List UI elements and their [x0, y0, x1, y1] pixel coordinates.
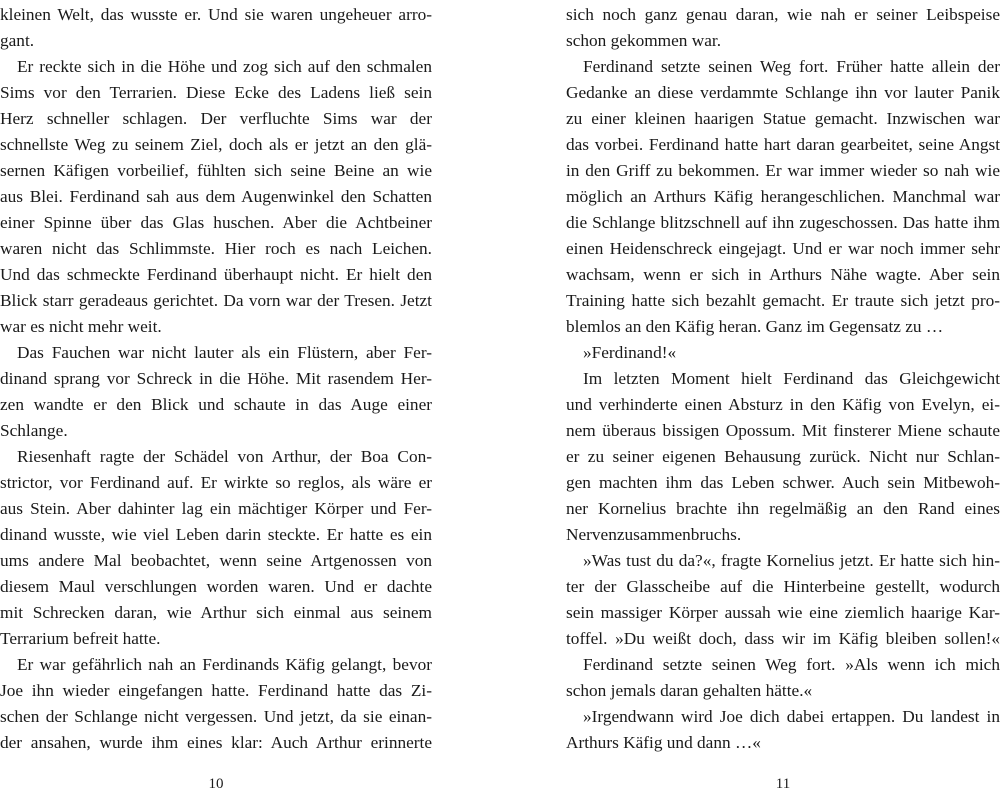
left-page [0, 0, 432, 800]
text-line: Herz schneller schlagen. Der verfluchte Sims war der [0, 109, 432, 128]
text-line: Sims vor den Terrarien. Diese Ecke des Ladens ließ sein [0, 83, 432, 102]
text-line: toffel. »Du weißt doch, dass wir im Käfig bleiben sollen!« [566, 629, 1000, 648]
text-line: Riesenhaft ragte der Schädel von Arthur, der Boa Con- [17, 447, 432, 466]
text-line: blemlos an den Käfig heran. Ganz im Gegensatz zu … [566, 317, 944, 336]
text-line: waren nicht das Schlimmste. Hier roch es nach Leichen. [0, 239, 432, 258]
text-line: sein massiger Körper aussah wie eine ziemlich haarige Kar- [566, 603, 1000, 622]
text-line: wachsam, wenn er sich in Arthurs Nähe wagte. Aber sein [566, 265, 1000, 284]
text-line: Er war gefährlich nah an Ferdinands Käfig gelangt, bevor [17, 655, 432, 674]
text-line: und verhinderte einen Absturz in den Käfig von Evelyn, ei- [566, 395, 1000, 414]
text-line: Blick starr geradeaus gerichtet. Da vorn war der Tresen. Jetzt [0, 291, 432, 310]
text-line: sich noch ganz genau daran, wie nah er seiner Leibspeise [566, 5, 1000, 24]
text-line: schon jemals daran gehalten hätte.« [566, 681, 813, 700]
text-line: strictor, vor Ferdinand auf. Er wirkte so reglos, als wäre er [0, 473, 432, 492]
text-line: zen wandte er den Blick und schaute in das Auge einer [0, 395, 432, 414]
text-line: Terrarium befreit hatte. [0, 629, 161, 648]
text-line: Und das schmeckte Ferdinand überhaupt nicht. Er hielt den [0, 265, 432, 284]
text-line: ter der Glasscheibe auf die Hinterbeine gestellt, wodurch [566, 577, 1000, 596]
text-line: dinand sprang vor Schreck in die Höhe. Mit rasendem Her- [0, 369, 432, 388]
text-line: er zu seiner eigenen Behausung zurück. Nicht nur Schlan- [566, 447, 1000, 466]
text-line: ner Kornelius brachte ihn regelmäßig an den Rand eines [566, 499, 1000, 518]
text-line: die Schlange blitzschnell auf ihn zugeschossen. Das hatte ihm [566, 213, 1000, 232]
right-page [566, 0, 1000, 800]
text-line: sernen Käfigen vorbeilief, fühlten sich seine Beine an wie [0, 161, 432, 180]
text-line: einer Spinne über das Glas huschen. Aber die Achtbeiner [0, 213, 432, 232]
text-line: Im letzten Moment hielt Ferdinand das Gleichgewicht [583, 369, 1000, 388]
text-line: ums andere Mal beobachtet, wenn seine Artgenossen von [0, 551, 432, 570]
page-number-right: 11 [775, 776, 791, 792]
text-line: »Ferdinand!« [583, 343, 677, 362]
text-line: dinand wusste, wie viel Leben darin steckte. Er hatte es ein [0, 525, 432, 544]
text-line: »Was tust du da?«, fragte Kornelius jetzt. Er hatte sich hin- [583, 551, 1000, 570]
text-line: einen Heidenschreck eingejagt. Und er war noch immer sehr [566, 239, 1000, 258]
text-line: schon gekommen war. [566, 31, 722, 50]
text-line: Ferdinand setzte seinen Weg fort. »Als wenn ich mich [583, 655, 1000, 674]
text-line: schnellste Weg zu seinem Ziel, doch als er jetzt an den glä- [0, 135, 432, 154]
page-number-left: 10 [208, 776, 224, 792]
text-line: Training hatte sich bezahlt gemacht. Er traute sich jetzt pro- [566, 291, 1000, 310]
text-line: in den Griff zu bekommen. Er war immer wieder so nah wie [566, 161, 1000, 180]
text-line: Er reckte sich in die Höhe und zog sich auf den schmalen [17, 57, 432, 76]
text-line: Arthurs Käfig und dann …« [566, 733, 761, 752]
text-line: »Irgendwann wird Joe dich dabei ertappen. Du landest in [583, 707, 1000, 726]
text-line: gen machten ihm das Leben schwer. Auch sein Mitbewoh- [566, 473, 1000, 492]
text-line: das vorbei. Ferdinand hatte hart daran gearbeitet, seine Angst [566, 135, 1000, 154]
text-line: war es nicht mehr weit. [0, 317, 162, 336]
text-line: aus Stein. Aber dahinter lag ein mächtiger Körper und Fer- [0, 499, 432, 518]
text-line: möglich an Arthurs Käfig herangeschlichen. Manchmal war [566, 187, 1000, 206]
text-line: Das Fauchen war nicht lauter als ein Flüstern, aber Fer- [17, 343, 432, 362]
text-line: gant. [0, 31, 35, 50]
text-line: Nervenzusammenbruchs. [566, 525, 742, 544]
text-line: Ferdinand setzte seinen Weg fort. Früher hatte allein der [583, 57, 1000, 76]
text-line: Joe ihn wieder eingefangen hatte. Ferdinand hatte das Zi- [0, 681, 432, 700]
text-line: nem überaus bissigen Opossum. Mit finsterer Miene schaute [566, 421, 1000, 440]
text-line: zu einer kleinen haarigen Statue gemacht. Inzwischen war [566, 109, 1000, 128]
text-line: mit Schrecken daran, wie Arthur sich einmal aus seinem [0, 603, 432, 622]
text-line: aus Blei. Ferdinand sah aus dem Augenwinkel den Schatten [0, 187, 432, 206]
text-line: schen der Schlange nicht vergessen. Und jetzt, da sie einan- [0, 707, 432, 726]
text-line: Gedanke an diese verdammte Schlange ihn vor lauter Panik [566, 83, 1000, 102]
text-line: der ansahen, wurde ihm eines klar: Auch Arthur erinnerte [0, 733, 432, 752]
text-line: kleinen Welt, das wusste er. Und sie waren ungeheuer arro- [0, 5, 432, 24]
text-line: diesem Maul verschlungen worden waren. Und er dachte [0, 577, 432, 596]
text-line: Schlange. [0, 421, 68, 440]
